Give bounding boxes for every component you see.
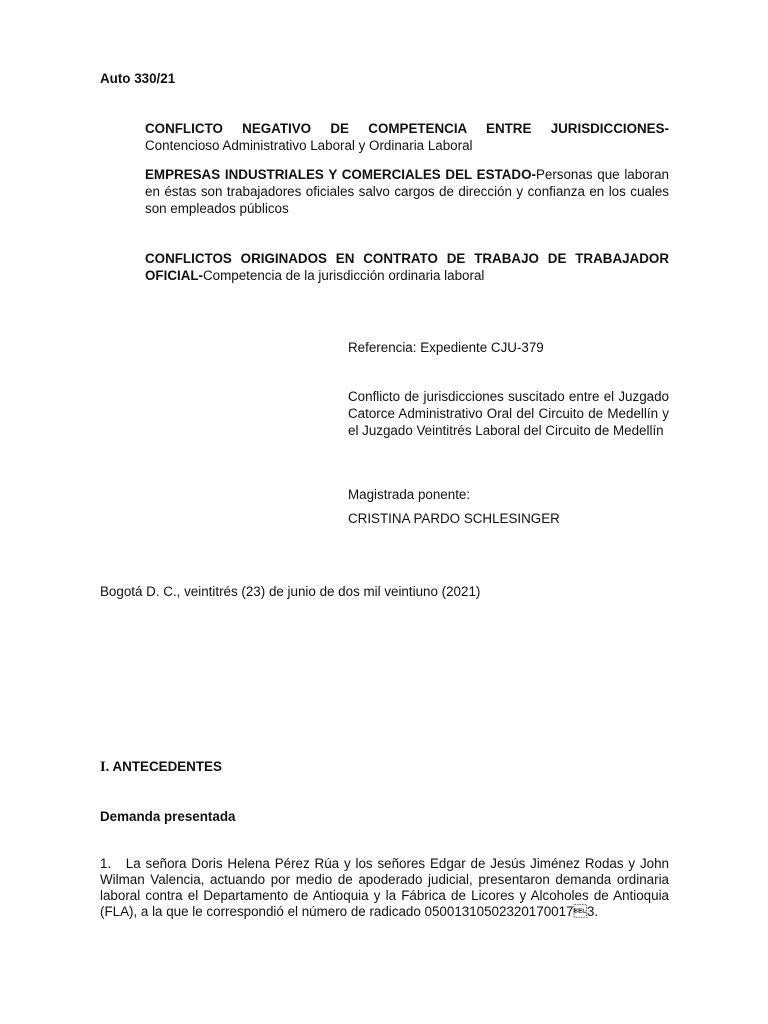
summary-entry-1-heading: CONFLICTO NEGATIVO DE COMPETENCIA ENTRE JURISDICCIONES- bbox=[145, 121, 669, 136]
summary-entry-2 bbox=[145, 166, 669, 217]
section-heading bbox=[100, 758, 222, 776]
summary-entry-1-text: Contencioso Administrativo Laboral y Ordinaria Laboral bbox=[145, 138, 473, 153]
summary-entry-2-heading: EMPRESAS INDUSTRIALES Y COMERCIALES DEL ESTADO- bbox=[145, 167, 536, 182]
subsection-heading: Demanda presentada bbox=[100, 809, 236, 824]
summary-entry-3-heading: CONFLICTOS ORIGINADOS EN CONTRATO DE TRABAJO DE TRABAJADOR OFICIAL- bbox=[145, 251, 669, 283]
section-numeral: I. bbox=[100, 759, 110, 775]
paragraph-1 bbox=[100, 856, 669, 920]
reference-expediente: Referencia: Expediente CJU-379 bbox=[348, 340, 544, 355]
date-line: Bogotá D. C., veintitrés (23) de junio de dos mil veintiuno (2021) bbox=[100, 584, 481, 599]
conflict-description: Conflicto de jurisdicciones suscitado entre el Juzgado Catorce Administrativo Oral del Circuito de Medellín y el Juzgado Veintitrés Laboral del Circuito de Medellín bbox=[348, 389, 669, 438]
paragraph-1-number: 1. bbox=[100, 856, 112, 871]
section-title: ANTECEDENTES bbox=[112, 759, 222, 774]
paragraph-1-text: La señora Doris Helena Pérez Rúa y los señores Edgar de Jesús Jiménez Rodas y John Wilman Valencia, actuando por medio de apoderado judicial, presentaron demanda ordinaria laboral contra el Departamento de Antioquia y la Fábrica de Licores y Alcoholes de Antioquia (FLA), a la que le correspondió el número de radicado 050013105023201700173. bbox=[100, 856, 669, 919]
summary-entry-3-text: Competencia de la jurisdicción ordinaria laboral bbox=[203, 268, 485, 283]
summary-entry-1 bbox=[145, 120, 669, 154]
summary-entry-2-text: Personas que laboran en éstas son trabajadores oficiales salvo cargos de dirección y confianza en los cuales son empleados públicos bbox=[145, 167, 669, 216]
magistrate-name: CRISTINA PARDO SCHLESINGER bbox=[348, 511, 560, 526]
summary-entry-3 bbox=[145, 250, 669, 284]
document-title: Auto 330/21 bbox=[100, 71, 176, 86]
magistrate-label: Magistrada ponente: bbox=[348, 487, 471, 502]
